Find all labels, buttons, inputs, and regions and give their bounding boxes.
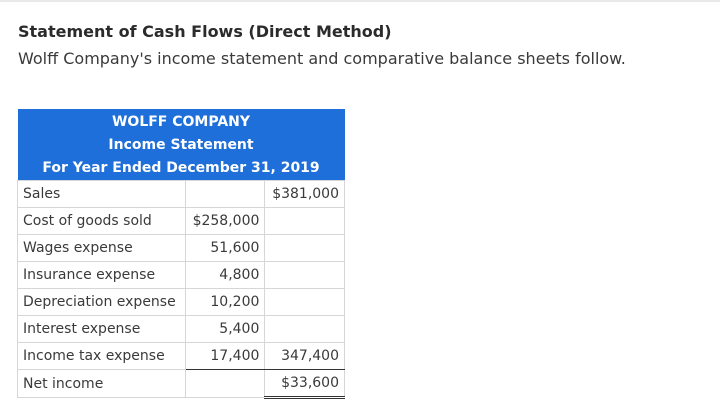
row-amount-2	[265, 316, 345, 343]
table-row-income-tax	[18, 343, 345, 370]
row-label: Cost of goods sold	[18, 208, 186, 235]
row-amount-2	[265, 208, 345, 235]
statement-header-name-row	[18, 134, 345, 157]
statement-name: Income Statement	[18, 134, 345, 157]
statement-period: For Year Ended December 31, 2019	[18, 157, 345, 181]
page-subtitle: Wolff Company's income statement and comparative balance sheets follow.	[18, 49, 626, 68]
table-row-cogs	[18, 208, 345, 235]
table-row-insurance	[18, 262, 345, 289]
statement-header-period-row	[18, 157, 345, 181]
row-label: Depreciation expense	[18, 289, 186, 316]
row-amount-1: 10,200	[185, 289, 265, 316]
table-row-sales	[18, 181, 345, 208]
row-label: Wages expense	[18, 235, 186, 262]
row-amount-2	[265, 235, 345, 262]
page-title: Statement of Cash Flows (Direct Method)	[18, 22, 392, 41]
row-amount-1	[185, 181, 265, 208]
row-amount-2: $33,600	[265, 370, 345, 398]
row-amount-1: 51,600	[185, 235, 265, 262]
row-label: Insurance expense	[18, 262, 186, 289]
table-row-depreciation	[18, 289, 345, 316]
row-label: Income tax expense	[18, 343, 186, 370]
row-amount-1: 4,800	[185, 262, 265, 289]
row-amount-2: 347,400	[265, 343, 345, 370]
table-row-interest	[18, 316, 345, 343]
row-amount-2	[265, 289, 345, 316]
statement-header-company-row	[18, 109, 345, 134]
row-amount-1	[185, 370, 265, 398]
statement-company: WOLFF COMPANY	[18, 109, 345, 134]
row-amount-1: 17,400	[185, 343, 265, 370]
row-amount-2	[265, 262, 345, 289]
table-row-wages	[18, 235, 345, 262]
row-label: Net income	[18, 370, 186, 398]
row-amount-2: $381,000	[265, 181, 345, 208]
table-row-net-income	[18, 370, 345, 398]
top-divider	[0, 0, 720, 2]
row-label: Interest expense	[18, 316, 186, 343]
row-amount-1: 5,400	[185, 316, 265, 343]
row-amount-1: $258,000	[185, 208, 265, 235]
row-label: Sales	[18, 181, 186, 208]
income-statement-table	[17, 109, 345, 399]
